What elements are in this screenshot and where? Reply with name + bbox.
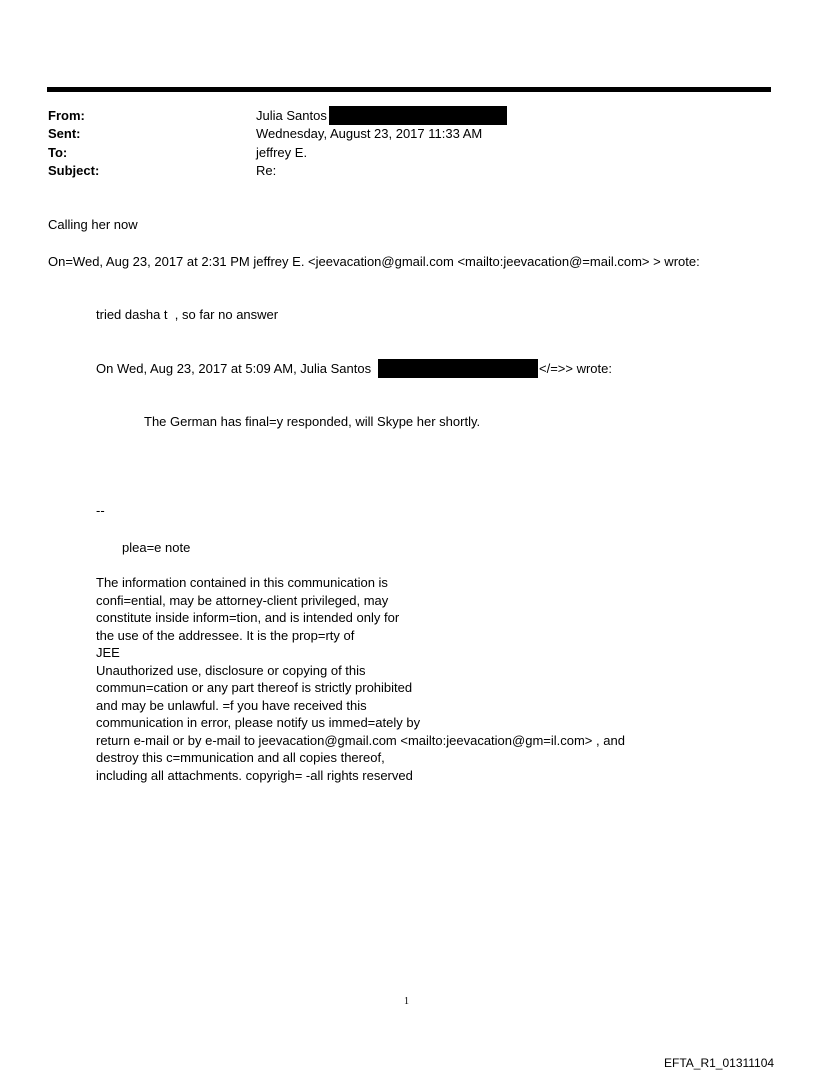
to-value: jeffrey E. [256, 145, 308, 160]
quote1-attribution: On=Wed, Aug 23, 2017 at 2:31 PM jeffrey E. <jeevacation@gmail.com <mailto:jeevacation@=mail.com> > wrote: [48, 254, 700, 269]
disclaimer-line: JEE [96, 645, 120, 660]
reply-text: Calling her now [48, 217, 138, 232]
header-rule [47, 87, 771, 92]
quote2-attribution-start: On Wed, Aug 23, 2017 at 5:09 AM, Julia Santos [96, 361, 372, 376]
disclaimer-line: return e-mail or by e-mail to jeevacation@gmail.com <mailto:jeevacation@gm=il.com> , and [96, 732, 625, 748]
quote2-attribution-end: </=>> wrote: [539, 361, 612, 376]
bates-number: EFTA_R1_01311104 [664, 1056, 775, 1070]
quote2-text: The German has final=y responded, will Skype her shortly. [144, 414, 481, 429]
page-number: 1 [404, 996, 409, 1007]
subject-value: Re: [256, 163, 277, 178]
disclaimer-line: commun=cation or any part thereof is strictly prohibited [96, 680, 413, 695]
redaction-bar [378, 359, 538, 378]
disclaimer-line: The information contained in this communication is [96, 575, 388, 590]
signature-note: plea=e note [122, 540, 191, 555]
redaction-bar [329, 106, 507, 125]
disclaimer-line: constitute inside inform=tion, and is intended only for [96, 610, 400, 625]
disclaimer-line: and may be unlawful. =f you have received this [96, 697, 367, 713]
disclaimer-line: the use of the addressee. It is the prop=rty of [96, 627, 355, 643]
subject-label: Subject: [48, 163, 100, 178]
disclaimer-line: including all attachments. copyrigh= -all rights reserved [96, 767, 413, 783]
disclaimer-line: communication in error, please notify us immed=ately by [96, 715, 421, 730]
sent-value: Wednesday, August 23, 2017 11:33 AM [256, 126, 483, 141]
signature-separator: -- [96, 503, 105, 518]
disclaimer-line: destroy this c=mmunication and all copies thereof, [96, 750, 385, 765]
sent-label: Sent: [48, 126, 81, 141]
disclaimer-line: Unauthorized use, disclosure or copying of this [96, 662, 366, 678]
disclaimer-line: confi=ential, may be attorney-client privileged, may [96, 592, 389, 608]
from-value: Julia Santos [256, 108, 327, 123]
quote1-text: tried dasha t , so far no answer [96, 307, 279, 322]
from-label: From: [48, 108, 85, 123]
to-label: To: [48, 145, 68, 160]
